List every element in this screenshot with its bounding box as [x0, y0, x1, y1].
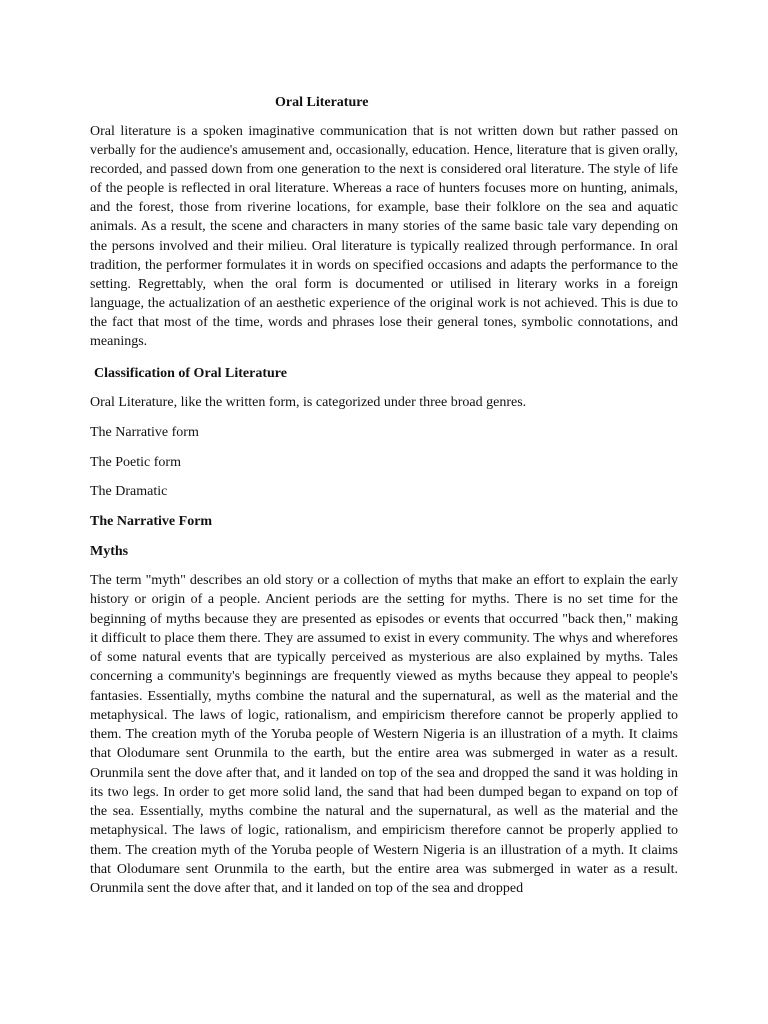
genre-item-poetic: The Poetic form	[90, 455, 181, 470]
document-title: Oral Literature	[275, 95, 369, 110]
genre-item-narrative: The Narrative form	[90, 425, 199, 440]
intro-paragraph: Oral literature is a spoken imaginative communication that is not written down but rather passed on verbally for the audience's amusement and, occasionally, education. Hence, literature that is given orally, recorded, and passed down from one generation to the next is considered oral literature. The style of life of the people is reflected in oral literature. Whereas a race of hunters focuses more on hunting, animals, and the forest, those from riverine locations, for example, base their folklore on the sea and aquatic animals. As a result, the scene and characters in many stories of the same basic tale vary depending on the persons involved and their milieu. Oral literature is typically realized through performance. In oral tradition, the performer formulates it in words on specified occasions and adapts the performance to the setting. Regrettably, when the oral form is documented or utilised in literary works in a foreign language, the actualization of an aesthetic experience of the original work is not achieved. This is due to the fact that most of the time, words and phrases lose their general tones, symbolic connotations, and meanings.	[90, 124, 678, 350]
narrative-form-heading: The Narrative Form	[90, 514, 213, 529]
myths-heading: Myths	[90, 544, 129, 559]
genre-item-dramatic: The Dramatic	[90, 484, 168, 499]
myths-paragraph: The term "myth" describes an old story or a collection of myths that make an effort to explain the early history or origin of a people. Ancient periods are the setting for myths. There is no set time for the beginning of myths because they are presented as episodes or events that occurred "back then," making it difficult to place them there. They are assumed to exist in every community. The whys and wherefores of some natural events that are typically perceived as mysterious are also explained by myths. Tales concerning a community's beginnings are frequently viewed as myths because they appeal to people's fantasies. Essentially, myths combine the natural and the supernatural, as well as the material and the metaphysical. The laws of logic, rationalism, and empiricism therefore cannot be properly applied to them. The creation myth of the Yoruba people of Western Nigeria is an illustration of a myth. It claims that Olodumare sent Orunmila to the earth, but the entire area was submerged in water as a result. Orunmila sent the dove after that, and it landed on top of the sea and dropped the sand it was holding in its two legs. In order to get more solid land, the sand that had been dumped began to expand on top of the sea. Essentially, myths combine the natural and the supernatural, as well as the material and the metaphysical. The laws of logic, rationalism, and empiricism therefore cannot be properly applied to them. The creation myth of the Yoruba people of Western Nigeria is an illustration of a myth. It claims that Olodumare sent Orunmila to the earth, but the entire area was submerged in water as a result. Orunmila sent the dove after that, and it landed on top of the sea and dropped	[90, 573, 678, 896]
classification-heading: Classification of Oral Literature	[94, 366, 287, 381]
classification-intro: Oral Literature, like the written form, is categorized under three broad genres.	[90, 395, 527, 410]
